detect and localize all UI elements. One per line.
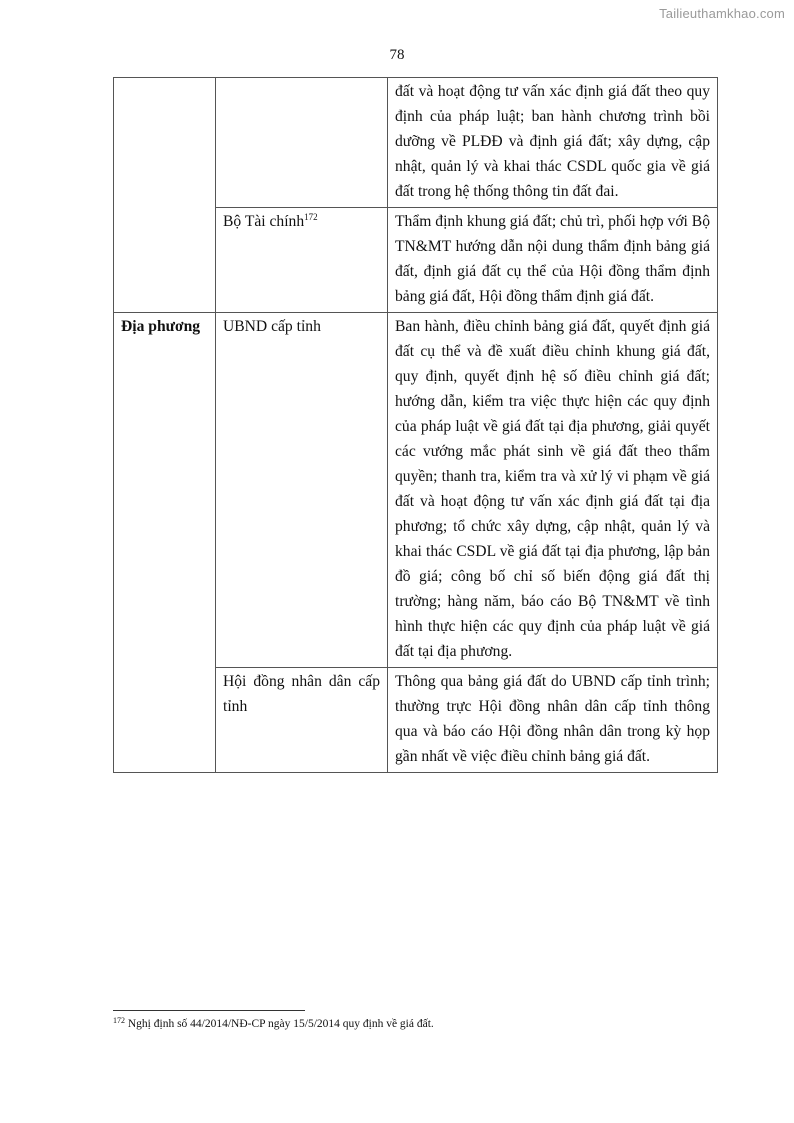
table-cell-duties: Ban hành, điều chỉnh bảng giá đất, quyết định giá đất cụ thể và đề xuất điều chỉnh khung giá đất, quy định, quyết định hệ số điều chỉnh giá đất; hướng dẫn, kiểm tra việc thực hiện các quy định của pháp luật về giá đất tại địa phương, giải quyết các vướng mắc phát sinh về giá đất theo thẩm quyền; thanh tra, kiểm tra và xử lý vi phạm về giá đất và hoạt động tư vấn xác định giá đất tại địa phương; tổ chức xây dựng, cập nhật, quản lý và khai thác CSDL về giá đất tại địa phương, lập bản đồ giá; công bố chỉ số biến động giá đất thị trường; hàng năm, báo cáo Bộ TN&MT về tình hình thực hiện các quy định của pháp luật về giá đất tại địa phương. bbox=[388, 313, 718, 668]
table-row bbox=[114, 313, 718, 668]
page-number: 78 bbox=[389, 47, 405, 63]
table-cell-duties: Thẩm định khung giá đất; chủ trì, phối hợp với Bộ TN&MT hướng dẫn nội dung thẩm định bảng giá đất, định giá đất cụ thể của Hội đồng thẩm định bảng giá đất, Hội đồng thẩm định giá đất. bbox=[388, 208, 718, 313]
table-cell-level: Địa phương bbox=[114, 313, 216, 773]
table-cell-agency bbox=[216, 78, 388, 208]
footnote-divider bbox=[113, 1010, 305, 1011]
footnote-number: 172 bbox=[113, 1016, 125, 1025]
responsibility-table bbox=[113, 77, 718, 773]
table-cell-duties: Thông qua bảng giá đất do UBND cấp tỉnh trình; thường trực Hội đồng nhân dân cấp tỉnh thông qua và báo cáo Hội đồng nhân dân trong kỳ họp gần nhất về việc điều chỉnh bảng giá đất. bbox=[388, 668, 718, 773]
agency-label: Bộ Tài chính bbox=[223, 213, 305, 230]
table-cell-duties: đất và hoạt động tư vấn xác định giá đất theo quy định của pháp luật; ban hành chương trình bồi dưỡng về PLĐĐ và định giá đất; xây dựng, cập nhật, quản lý và khai thác CSDL quốc gia về giá đất trong hệ thống thông tin đất đai. bbox=[388, 78, 718, 208]
footnote-text: Nghị định số 44/2014/NĐ-CP ngày 15/5/2014 quy định về giá đất. bbox=[125, 1018, 434, 1030]
watermark: Tailieuthamkhao.com bbox=[659, 6, 785, 21]
footnote-ref[interactable]: 172 bbox=[304, 212, 318, 222]
table-row bbox=[114, 78, 718, 208]
table-cell-level bbox=[114, 78, 216, 313]
table-cell-agency bbox=[216, 208, 388, 313]
footnote bbox=[113, 1016, 717, 1032]
table-cell-agency: UBND cấp tỉnh bbox=[216, 313, 388, 668]
table-cell-agency: Hội đồng nhân dân cấp tỉnh bbox=[216, 668, 388, 773]
